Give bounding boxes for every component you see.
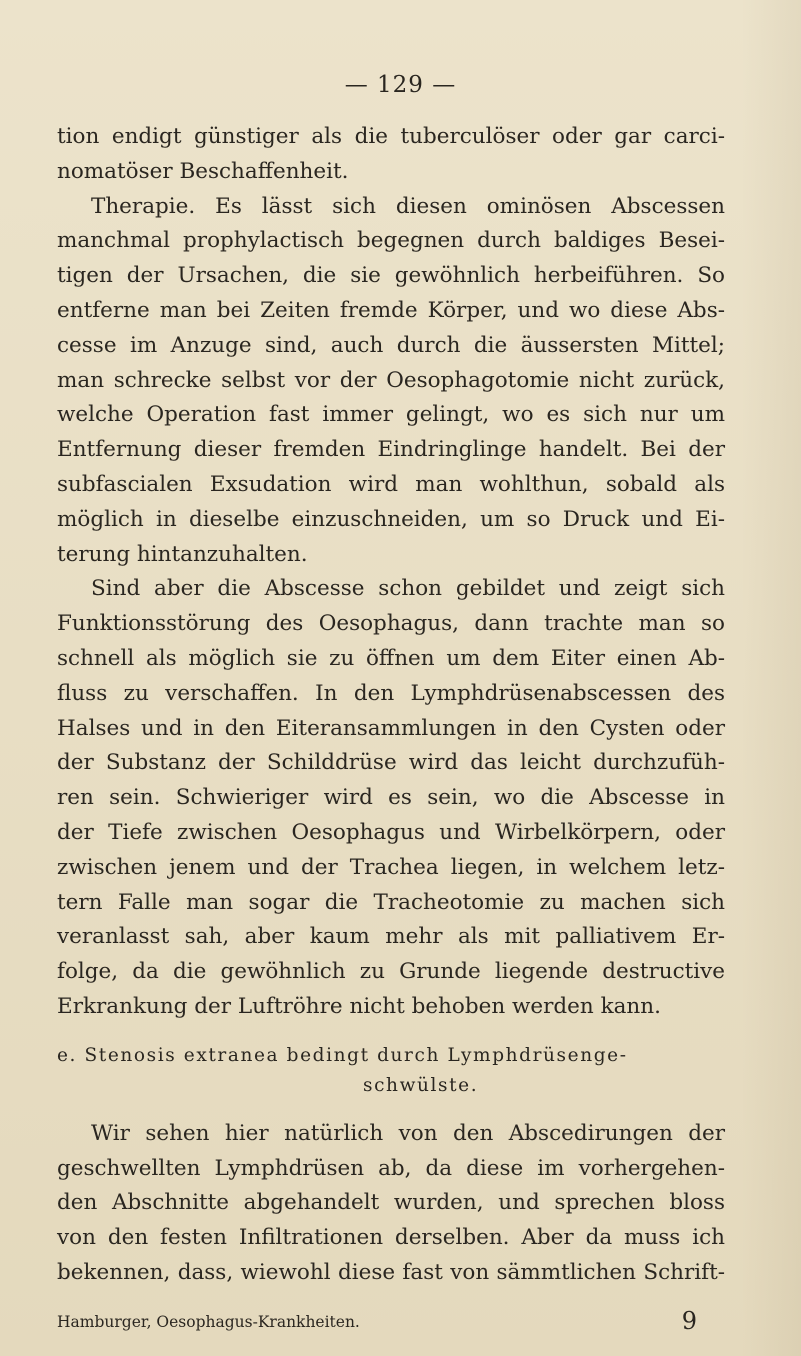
text-line: entferne man bei Zeiten fremde Körper, und wo diese Abs- (57, 297, 725, 323)
section-heading: e. Stenosis extranea bedingt durch Lymphdrüsenge- (57, 1044, 628, 1066)
text-line: den Abschnitte abgehandelt wurden, und sprechen bloss (57, 1190, 725, 1216)
text-line: der Substanz der Schilddrüse wird das leicht durchzufüh- (57, 750, 725, 776)
text-line: tern Falle man sogar die Tracheotomie zu machen sich (57, 889, 725, 915)
signature-mark: 9 (681, 1307, 697, 1335)
text-line: subfascialen Exsudation wird man wohlthun, sobald als (57, 471, 725, 497)
text-line: nomatöser Beschaffenheit. (57, 158, 349, 184)
text-line: welche Operation fast immer gelingt, wo es sich nur um (57, 402, 725, 428)
page-footer (57, 1307, 725, 1337)
text-line: ren sein. Schwieriger wird es sein, wo die Abscesse in (57, 785, 725, 811)
text-line: Sind aber die Abscesse schon gebildet und zeigt sich (91, 576, 725, 602)
text-line: Wir sehen hier natürlich von den Abscedirungen der (91, 1120, 725, 1146)
text-line: fluss zu verschaffen. In den Lymphdrüsenabscessen des (57, 680, 725, 706)
text-line: terung hintanzuhalten. (57, 541, 308, 567)
text-line: tion endigt günstiger als die tuberculöser oder gar carci- (57, 124, 725, 149)
text-line: man schrecke selbst vor der Oesophagotomie nicht zurück, (57, 367, 725, 393)
text-line: Funktionsstörung des Oesophagus, dann trachte man so (57, 611, 725, 637)
text-line: von den festen Infiltrationen derselben. Aber da muss ich (57, 1225, 725, 1251)
text-line: schnell als möglich sie zu öffnen um dem Eiter einen Ab- (57, 645, 725, 671)
text-line: cesse im Anzuge sind, auch durch die äussersten Mittel; (57, 332, 725, 358)
text-line: der Tiefe zwischen Oesophagus und Wirbelkörpern, oder (57, 819, 725, 845)
text-line: folge, da die gewöhnlich zu Grunde liegende destructive (57, 959, 725, 985)
text-line: Erkrankung der Luftröhre nicht behoben werden kann. (57, 993, 661, 1019)
text-line: möglich in dieselbe einzuschneiden, um so Druck und Ei- (57, 506, 725, 532)
text-line: tigen der Ursachen, die sie gewöhnlich herbeiführen. So (57, 263, 725, 289)
running-title: Hamburger, Oesophagus-Krankheiten. (57, 1313, 360, 1331)
section-heading-continued: schwülste. (363, 1074, 479, 1096)
text-line: Halses und in den Eiteransammlungen in den Cysten oder (57, 715, 725, 741)
section-gap (57, 1025, 725, 1041)
text-line: bekennen, dass, wiewohl diese fast von sämmtlichen Schrift- (57, 1259, 725, 1285)
text-line: veranlasst sah, aber kaum mehr als mit palliativem Er- (57, 924, 725, 950)
text-line: manchmal prophylactisch begegnen durch baldiges Besei- (57, 228, 725, 254)
section-gap (57, 1101, 725, 1117)
text-line: geschwellten Lymphdrüsen ab, da diese im vorhergehen- (57, 1155, 725, 1181)
body-text (57, 120, 725, 1291)
text-line: Therapie. Es lässt sich diesen ominösen Abscessen (91, 193, 725, 219)
page-number: — 129 — (344, 72, 457, 98)
text-line: zwischen jenem und der Trachea liegen, in welchem letz- (57, 854, 725, 880)
text-line: Entfernung dieser fremden Eindringlinge handelt. Bei der (57, 437, 725, 463)
